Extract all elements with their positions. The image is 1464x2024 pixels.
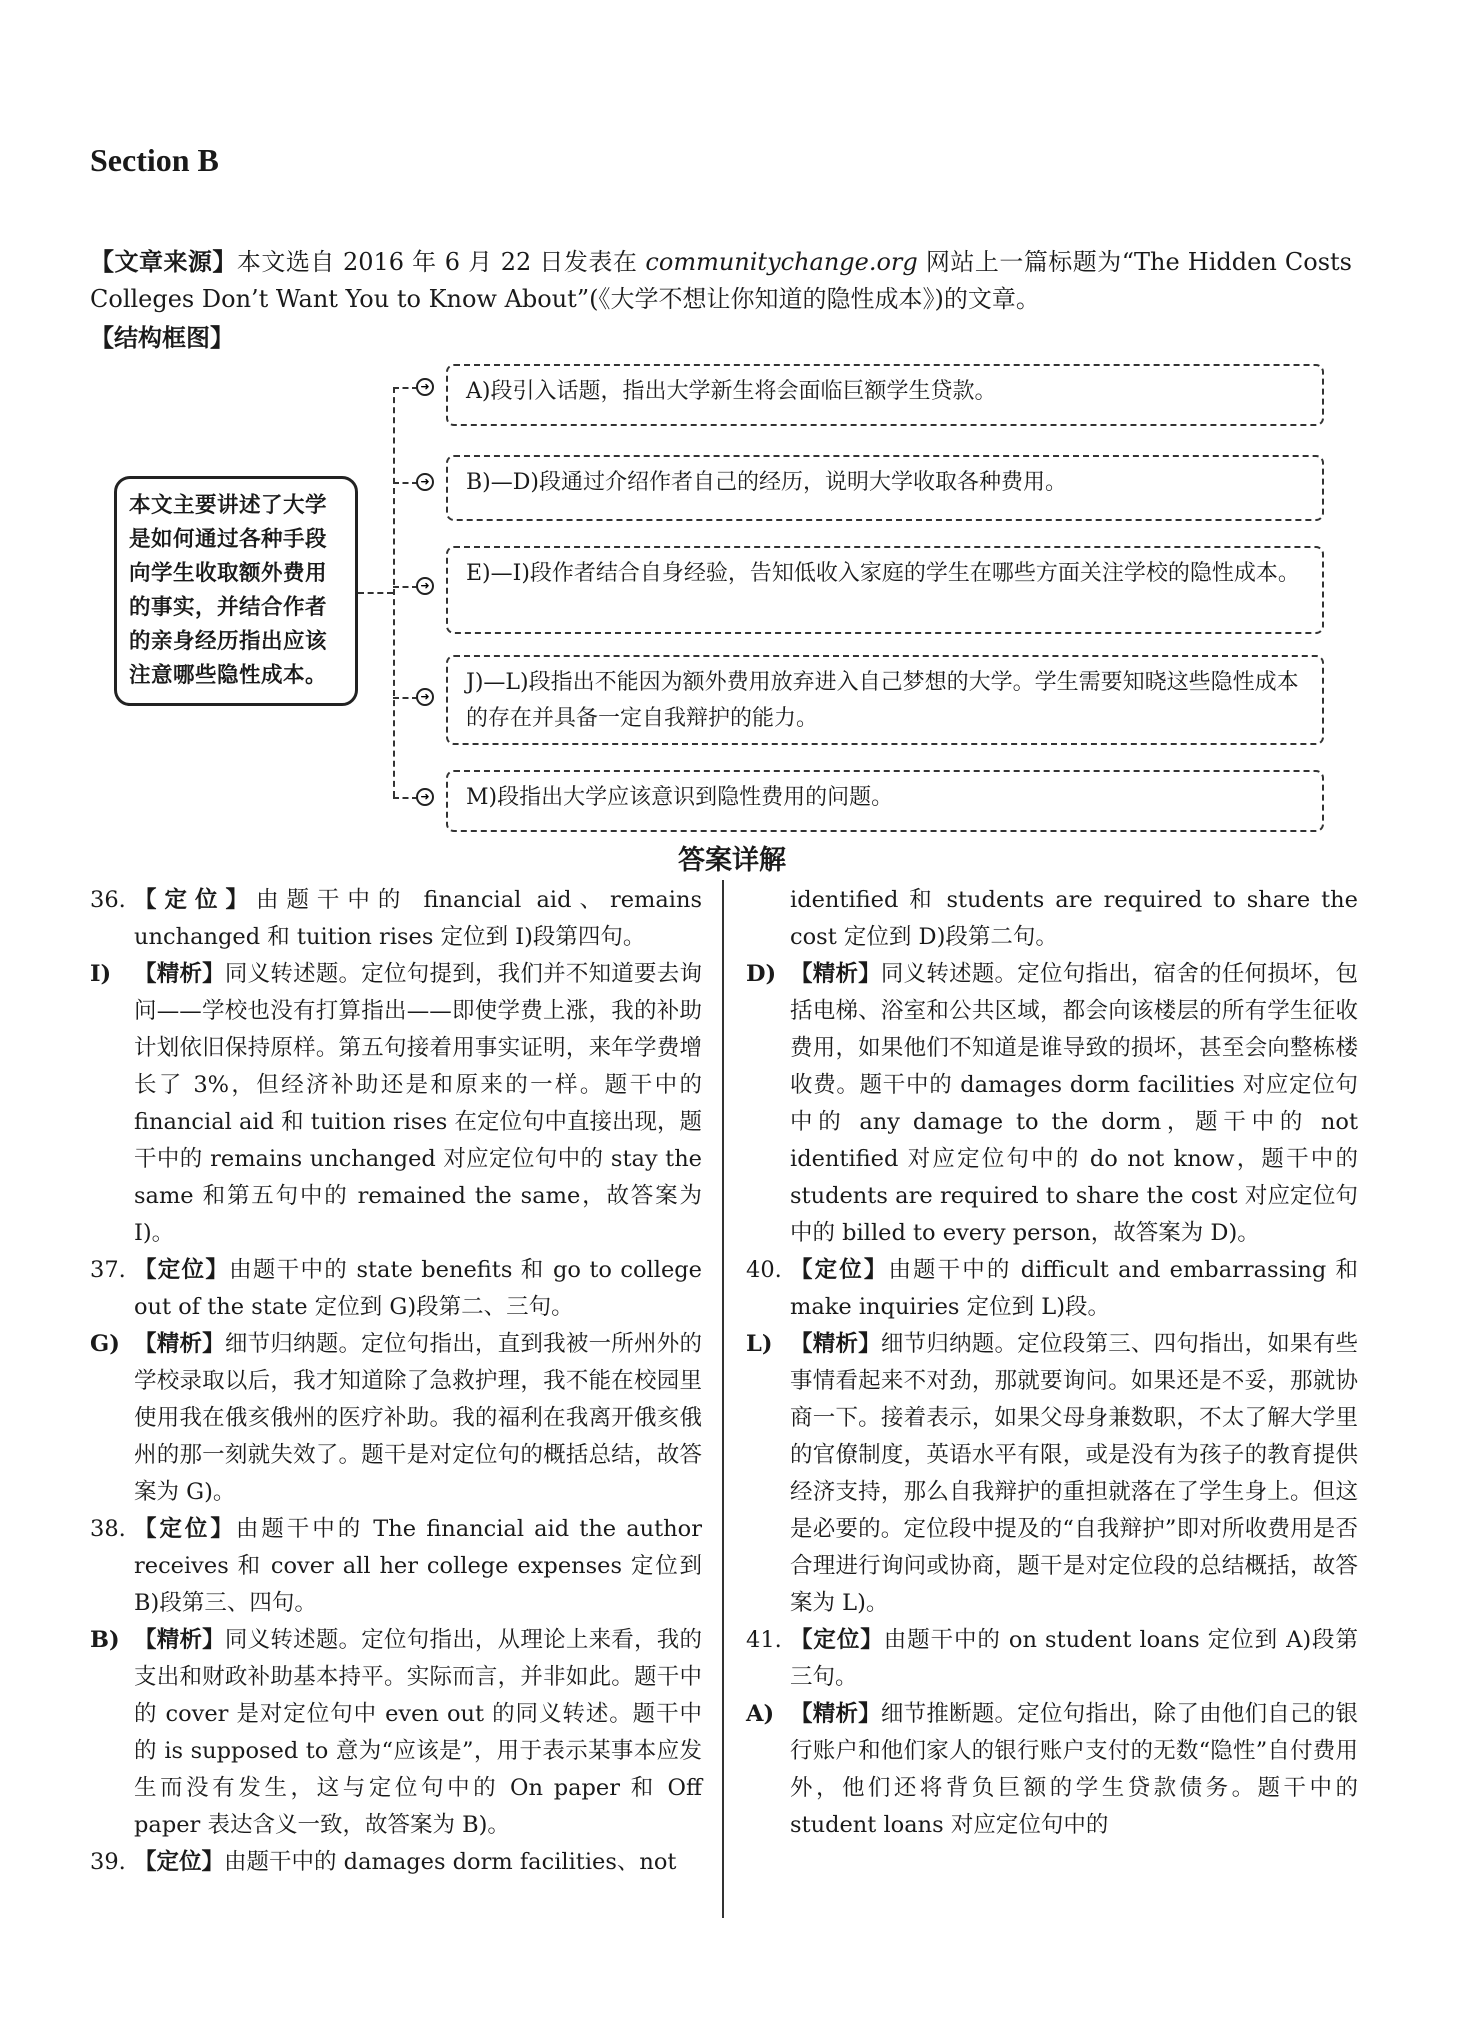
- article-source: [90, 244, 1352, 318]
- entry-text: identified 和 students are required to share the cost 定位到 D)段第二句。: [790, 887, 1358, 950]
- source-text-pre: 本文选自 2016 年 6 月 22 日发表在: [236, 248, 646, 276]
- entry-tag: 【精析】: [134, 1331, 225, 1357]
- arrow-circle-icon: ➜: [416, 473, 434, 491]
- branch-line: [393, 387, 418, 389]
- structure-branch-1: A)段引入话题，指出大学新生将会面临巨额学生贷款。: [446, 364, 1324, 426]
- arrow-circle-icon: ➜: [416, 688, 434, 706]
- entry-tag: 【定位】: [134, 1516, 236, 1542]
- entry-lead: 41.: [746, 1627, 782, 1653]
- branch-line: [393, 482, 418, 484]
- tree-trunk: [393, 387, 395, 797]
- entry-tag: 【精析】: [790, 1701, 881, 1727]
- entry-lead: D): [746, 961, 777, 987]
- entry-tag: 【定位】: [790, 1257, 889, 1283]
- structure-branch-3: E)—I)段作者结合自身经验，告知低收入家庭的学生在哪些方面关注学校的隐性成本。: [446, 546, 1324, 634]
- answer-entry: [746, 956, 1358, 1252]
- structure-label: 【结构框图】: [90, 324, 234, 352]
- branch-line: [393, 586, 418, 588]
- answer-entry: [90, 1326, 702, 1511]
- entry-lead: I): [90, 961, 112, 987]
- entry-text: 由题干中的 The financial aid the author receives 和 cover all her college expenses 定位到 B)段第三、四句。: [134, 1516, 702, 1616]
- entry-tag: 【精析】: [134, 961, 225, 987]
- tree-connector: [358, 592, 393, 594]
- source-site: communitychange.org: [645, 248, 918, 276]
- answer-entry: [746, 882, 1358, 956]
- entry-lead: 36.: [90, 887, 126, 913]
- left-column: [90, 882, 702, 1881]
- entry-tag: 【定位】: [134, 887, 256, 913]
- entry-text: 由题干中的 state benefits 和 go to college out of the state 定位到 G)段第二、三句。: [134, 1257, 702, 1320]
- entry-tag: 【精析】: [790, 1331, 881, 1357]
- entry-text: 同义转述题。定位句提到，我们并不知道要去询问——学校也没有打算指出——即使学费上涨，我的补助计划依旧保持原样。第五句接着用事实证明，来年学费增长了 3%，但经济补助还是和原来的一样。题干中的 financial aid 和 tuition rises 在定位句中直接出现，题干中的 remains unchanged 对应定位句中的 stay the same 和第五句中的 remained the same，故答案为 I)。: [134, 961, 702, 1246]
- answer-entry: [90, 1252, 702, 1326]
- entry-lead: G): [90, 1331, 120, 1357]
- arrow-circle-icon: ➜: [416, 788, 434, 806]
- answer-entry: [746, 1252, 1358, 1326]
- source-label: 【文章来源】: [90, 248, 237, 276]
- section-title: Section B: [90, 142, 219, 178]
- structure-summary-box: 本文主要讲述了大学是如何通过各种手段向学生收取额外费用的事实，并结合作者的亲身经历指出应该注意哪些隐性成本。: [114, 476, 358, 706]
- answer-entry: [90, 1511, 702, 1622]
- entry-text: 细节归纳题。定位段第三、四句指出，如果有些事情看起来不对劲，那就要询问。如果还是不妥，那就协商一下。接着表示，如果父母身兼数职，不太了解大学里的官僚制度，英语水平有限，或是没有为孩子的教育提供经济支持，那么自我辩护的重担就落在了学生身上。但这是必要的。定位段中提及的“自我辩护”即对所收费用是否合理进行询问或协商，题干是对定位段的总结概括，故答案为 L)。: [790, 1331, 1358, 1616]
- structure-branch-4: J)—L)段指出不能因为额外费用放弃进入自己梦想的大学。学生需要知晓这些隐性成本的存在并具备一定自我辩护的能力。: [446, 655, 1324, 745]
- entry-tag: 【精析】: [790, 961, 881, 987]
- answer-entry: [90, 1622, 702, 1844]
- entry-text: 同义转述题。定位句指出，宿舍的任何损坏，包括电梯、浴室和公共区域，都会向该楼层的所有学生征收费用，如果他们不知道是谁导致的损坏，甚至会向整栋楼收费。题干中的 damages dorm facilities 对应定位句中的 any damage to the dorm，题干中的 not identified 对应定位句中的 do not know，题干中的 students are required to share the cost 对应定位句中的 billed to every person，故答案为 D)。: [790, 961, 1358, 1246]
- answer-entry: [746, 1696, 1358, 1844]
- entry-lead: 40.: [746, 1257, 782, 1283]
- entry-lead: 38.: [90, 1516, 126, 1542]
- entry-text: 由题干中的 damages dorm facilities、not: [224, 1849, 677, 1875]
- entry-lead: A): [746, 1701, 775, 1727]
- source-text-post: 网站上一篇标题为“The Hidden Costs Colleges Don’t Want You to Know About”(《大学不想让你知道的隐性成本》)的文章。: [90, 248, 1352, 313]
- entry-lead: B): [90, 1627, 120, 1653]
- entry-text: 由题干中的 financial aid、remains unchanged 和 tuition rises 定位到 I)段第四句。: [134, 887, 702, 950]
- entry-text: 细节推断题。定位句指出，除了由他们自己的银行账户和他们家人的银行账户支付的无数“隐性”自付费用外，他们还将背负巨额的学生贷款债务。题干中的 student loans 对应定位句中的: [790, 1701, 1358, 1838]
- right-column: [746, 882, 1358, 1844]
- entry-tag: 【定位】: [790, 1627, 884, 1653]
- entry-lead: 37.: [90, 1257, 126, 1283]
- answer-entry: [746, 1622, 1358, 1696]
- answer-entry: [90, 956, 702, 1252]
- column-divider: [722, 880, 724, 1918]
- entry-lead: L): [746, 1331, 773, 1357]
- answer-entry: [746, 1326, 1358, 1622]
- answer-entry: [90, 1844, 702, 1881]
- structure-branch-5: M)段指出大学应该意识到隐性费用的问题。: [446, 770, 1324, 832]
- arrow-circle-icon: ➜: [416, 577, 434, 595]
- entry-tag: 【定位】: [134, 1849, 225, 1875]
- entry-lead: 39.: [90, 1849, 126, 1875]
- branch-line: [393, 697, 418, 699]
- entry-tag: 【定位】: [134, 1257, 230, 1283]
- entry-text: 同义转述题。定位句指出，从理论上来看，我的支出和财政补助基本持平。实际而言，并非如此。题干中的 cover 是对定位句中 even out 的同义转述。题干中的 is supposed to 意为“应该是”，用于表示某事本应发生而没有发生，这与定位句中的 On paper 和 Off paper 表达含义一致，故答案为 B)。: [134, 1627, 702, 1838]
- entry-text: 由题干中的 difficult and embarrassing 和 make inquiries 定位到 L)段。: [790, 1257, 1358, 1320]
- branch-line: [393, 797, 418, 799]
- entry-text: 由题干中的 on student loans 定位到 A)段第三句。: [790, 1627, 1358, 1690]
- arrow-circle-icon: ➜: [416, 378, 434, 396]
- answers-title: 答案详解: [678, 845, 786, 876]
- answer-entry: [90, 882, 702, 956]
- entry-tag: 【精析】: [134, 1627, 225, 1653]
- structure-branch-2: B)—D)段通过介绍作者自己的经历，说明大学收取各种费用。: [446, 455, 1324, 521]
- entry-text: 细节归纳题。定位句指出，直到我被一所州外的学校录取以后，我才知道除了急救护理，我不能在校园里使用我在俄亥俄州的医疗补助。我的福利在我离开俄亥俄州的那一刻就失效了。题干是对定位句的概括总结，故答案为 G)。: [134, 1331, 702, 1505]
